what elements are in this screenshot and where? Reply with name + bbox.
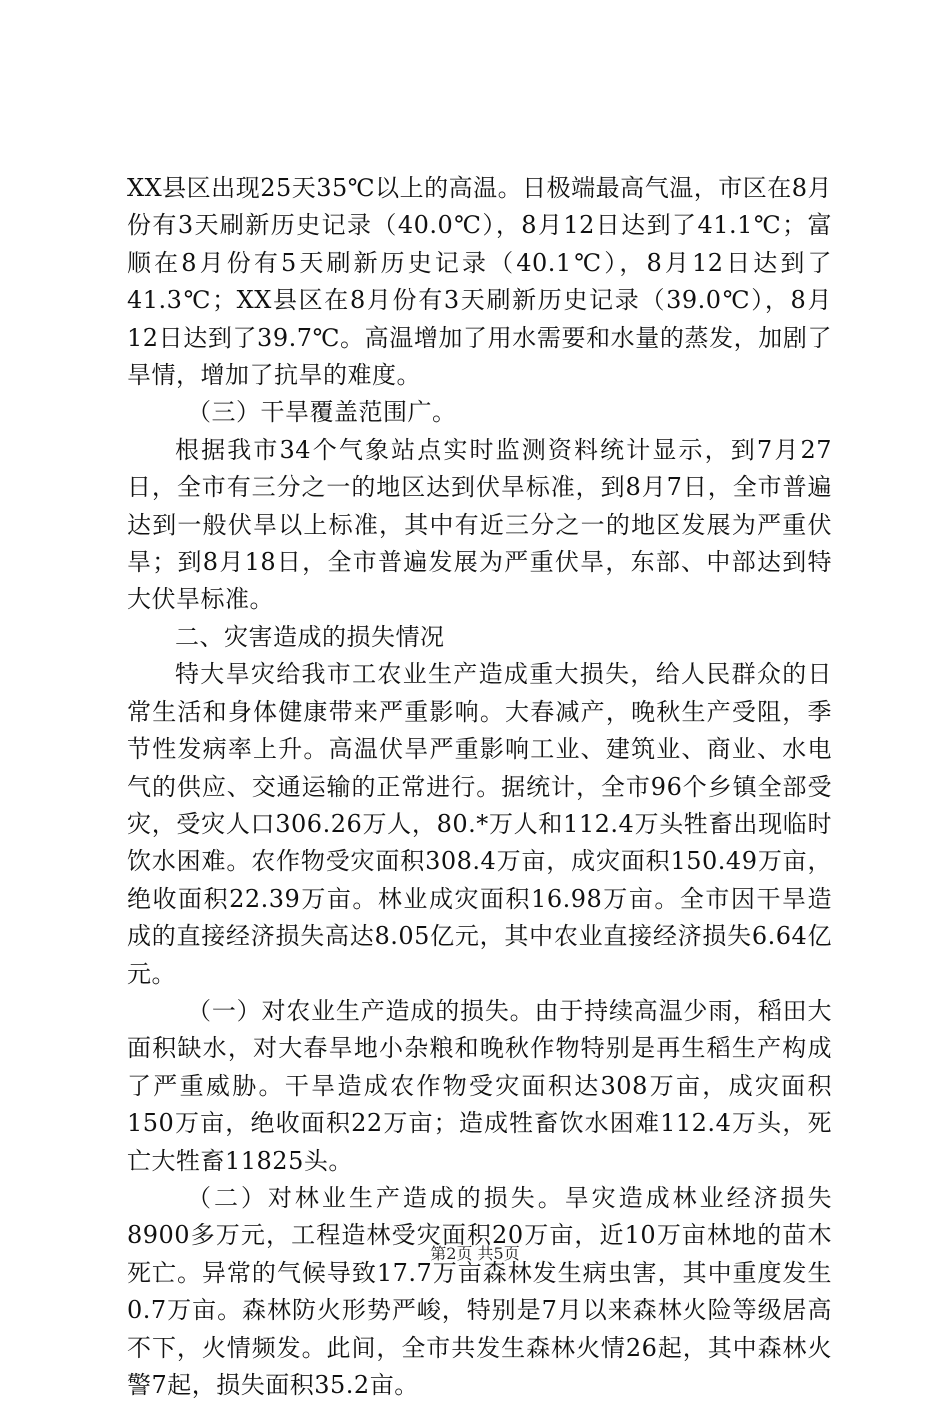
- paragraph-agriculture-losses: （一）对农业生产造成的损失。由于持续高温少雨，稻田大面积缺水，对大春旱地小杂粮和晚秋作物特别是再生稻生产构成了严重威胁。干旱造成农作物受灾面积达308万亩，成灾面积150万亩，绝收面积22万亩；造成牲畜饮水困难112.4万头，死亡大牲畜11825头。: [127, 996, 832, 1175]
- paragraph-forestry-losses: （二）对林业生产造成的损失。旱灾造成林业经济损失8900多万元，工程造林受灾面积20万亩，近10万亩林地的苗木死亡。异常的气候导致17.7万亩森林发生病虫害，其中重度发生0.7万亩。森林防火形势严峻，特别是7月以来森林火险等级居高不下，火情频发。此间，全市共发生森林火情26起，其中森林火警7起，损失面积35.2亩。: [127, 1183, 832, 1399]
- heading-disaster-losses: 二、灾害造成的损失情况: [175, 622, 445, 651]
- document-body: [127, 170, 832, 1404]
- paragraph-drought-coverage: 根据我市34个气象站点实时监测资料统计显示，到7月27日，全市有三分之一的地区达到伏旱标准，到8月7日，全市普遍达到一般伏旱以上标准，其中有近三分之一的地区发展为严重伏旱；到8月18日，全市普遍发展为严重伏旱，东部、中部达到特大伏旱标准。: [127, 435, 832, 614]
- paragraph-heat-records: XX县区出现25天35℃以上的高温。日极端最高气温，市区在8月份有3天刷新历史记录（40.0℃），8月12日达到了41.1℃；富顺在8月份有5天刷新历史记录（40.1℃），8月12日达到了41.3℃；XX县区在8月份有3天刷新历史记录（39.0℃），8月12日达到了39.7℃。高温增加了用水需要和水量的蒸发，加剧了旱情，增加了抗旱的难度。: [127, 174, 832, 390]
- heading-drought-coverage: （三）干旱覆盖范围广。: [187, 398, 457, 427]
- page-footer: 第2页 共5页: [430, 1244, 520, 1263]
- paragraph-disaster-losses: 特大旱灾给我市工农业生产造成重大损失，给人民群众的日常生活和身体健康带来严重影响。大春减产，晚秋生产受阻，季节性发病率上升。高温伏旱严重影响工业、建筑业、商业、水电气的供应、交通运输的正常进行。据统计，全市96个乡镇全部受灾，受灾人口306.26万人，80.*万人和112.4万头牲畜出现临时饮水困难。农作物受灾面积308.4万亩，成灾面积150.49万亩，绝收面积22.39万亩。林业成灾面积16.98万亩。全市因干旱造成的直接经济损失高达8.05亿元，其中农业直接经济损失6.64亿元。: [127, 660, 832, 988]
